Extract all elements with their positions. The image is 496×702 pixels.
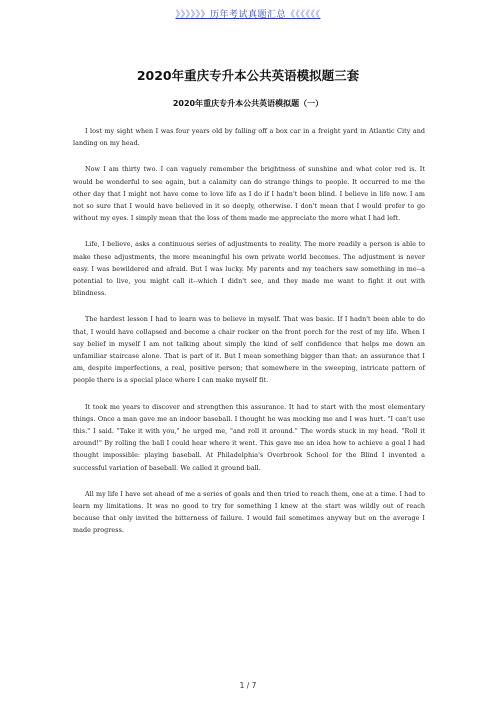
document-title: 2020年重庆专升本公共英语模拟题三套 [136, 68, 360, 83]
paragraph-4: The hardest lesson I had to learn was to believe in myself. That was basic. If I hadn't been able to do that, I would have collapsed and become a chair rocker on the front porch for the rest of my life. When I say belief in myself I am not talking about simply the kind of self confidence that helps me down an unfamiliar staircase alone. That is part of it. But I mean something bigger than that: an assurance that I am, despite imperfections, a real, positive person; that somewhere in the sweeping, intricate pattern of people there is a special place where I can make myself fit. [73, 315, 425, 385]
paragraph-3: Life, I believe, asks a continuous series of adjustments to reality. The more readily a person is able to make these adjustments, the more meaningful his own private world becomes. The adjustment is never easy. I was bewildered and afraid. But I was lucky. My parents and my teachers saw something in me--a potential to live, you might call it--which I didn't see, and they made me want to fight it out with blindness. [73, 240, 425, 298]
article-body [73, 125, 425, 551]
paragraph-2: Now I am thirty two. I can vaguely remember the brightness of sunshine and what color red is. It would be wonderful to see again, but a calamity can do strange things to people. It occurred to me the other day that I might not have come to love life as I do if I hadn't been blind. I believe in life now. I am not so sure that I would have believed in it so deeply, otherwise. I don't mean that I would prefer to go without my eyes. I simply mean that the loss of them made me appreciate the more what I had left. [73, 165, 425, 223]
document-subtitle: 2020年重庆专升本公共英语模拟题（一） [172, 99, 324, 108]
exam-archive-link[interactable]: 》》》》》》历年考试真题汇总《《《《《《 [175, 10, 321, 20]
page-indicator: 1 / 7 [239, 681, 257, 690]
paragraph-5: It took me years to discover and strengthen this assurance. It had to start with the most elementary things. Once a man gave me an indoor baseball. I thought he was mocking me and I was hurt. "I can't use this." I said. "Take it with you," he urged me, "and roll it around." The words stuck in my head. "Roll it around!" By rolling the ball I could hear where it went. This gave me an idea how to achieve a goal I had thought impossible: playing baseball. At Philadelphia's Overbrook School for the Blind I invented a successful variation of baseball. We called it ground ball. [73, 402, 425, 472]
paragraph-1: I lost my sight when I was four years old by falling off a box car in a freight yard in Atlantic City and landing on my head. [73, 127, 425, 148]
paragraph-6: All my life I have set ahead of me a series of goals and then tried to reach them, one at a time. I had to learn my limitations. It was no good to try for something I knew at the start was wildly out of reach because that only invited the bitterness of failure. I would fail sometimes anyway but on the average I made progress. [73, 489, 425, 535]
